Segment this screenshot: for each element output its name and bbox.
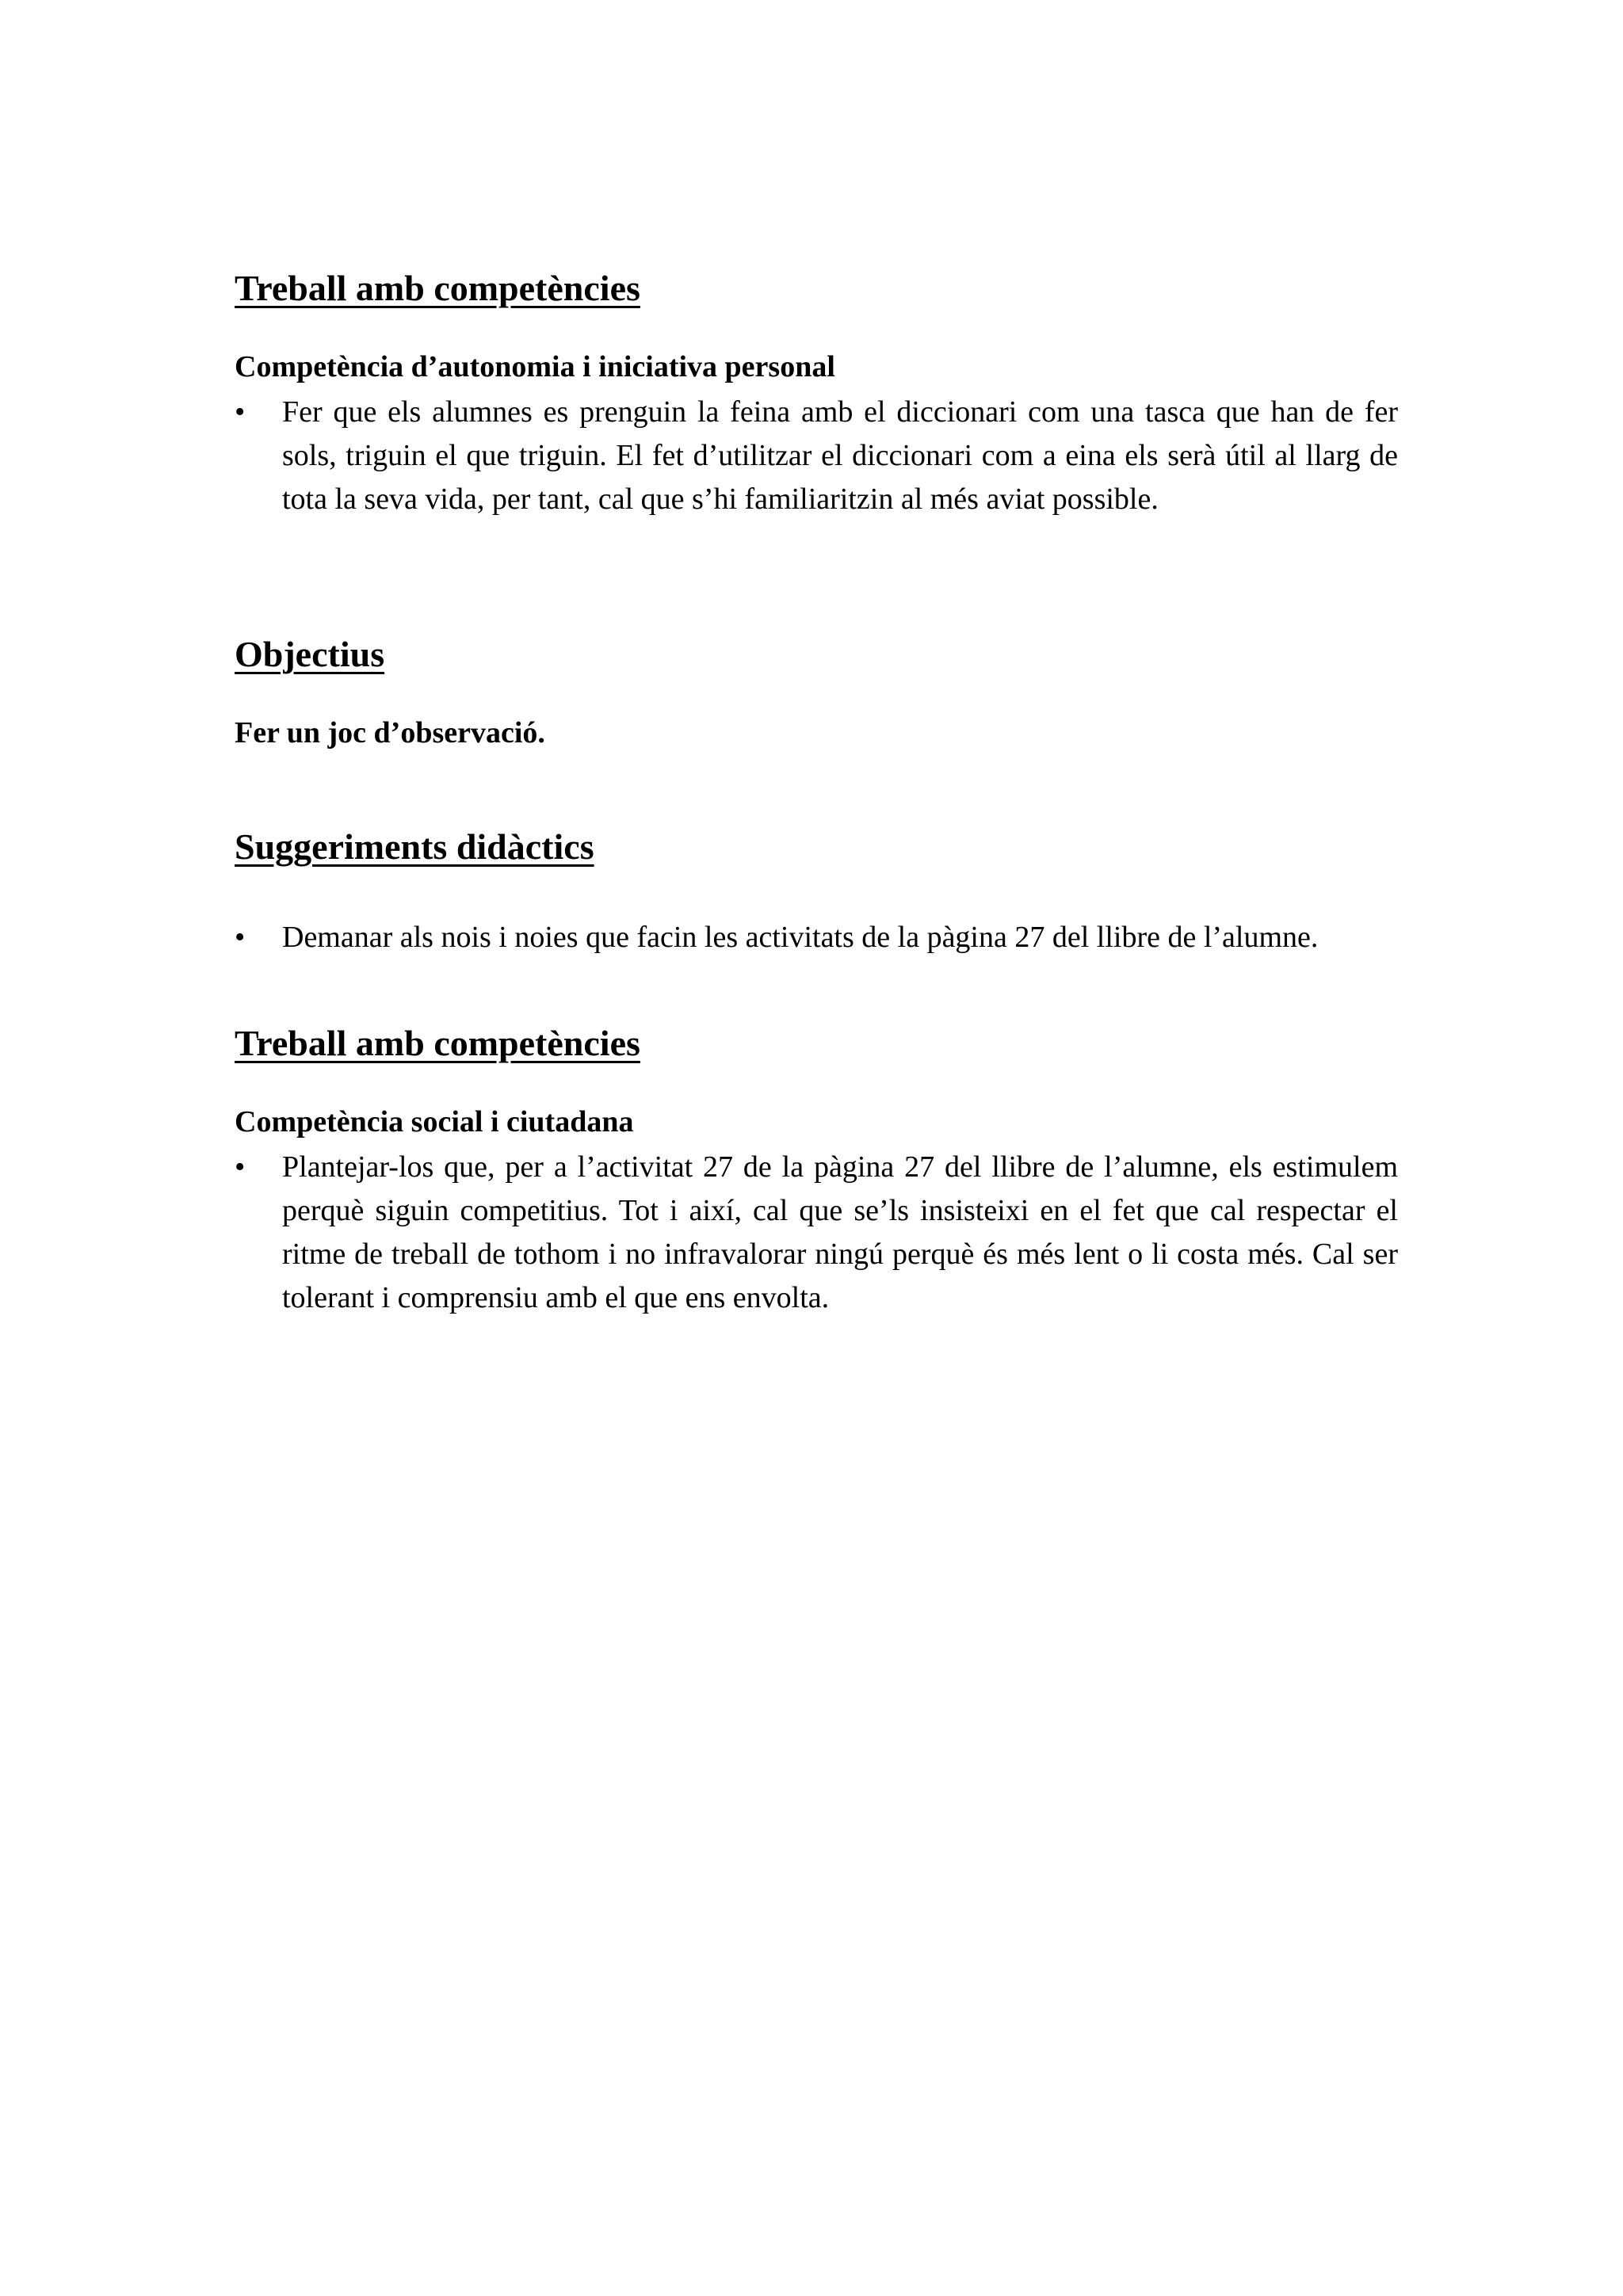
bullet-item-social (235, 1146, 1398, 1320)
bullet-item-autonomia (235, 391, 1398, 521)
section-heading-suggeriments: Suggeriments didàctics (235, 826, 594, 867)
bullet-text: Demanar als nois i noies que facin les activitats de la pàgina 27 del llibre de l’alumne. (282, 920, 1319, 954)
subheading-autonomia: Competència d’autonomia i iniciativa personal (235, 350, 835, 384)
bullet-text: Plantejar-los que, per a l’activitat 27 de la pàgina 27 del llibre de l’alumne, els estimulem perquè siguin competitius. Tot i així, cal que se’ls insisteixi en el fet que cal respectar el ritme de treball de tothom i no infravalorar ningú perquè és més lent o li costa més. Cal ser tolerant i comprensiu amb el que ens envolta. (282, 1150, 1398, 1314)
section-heading-objectius: Objectius (235, 633, 385, 674)
objectius-text: Fer un joc d’observació. (235, 715, 545, 749)
bullet-text: Fer que els alumnes es prenguin la feina amb el diccionari com una tasca que han de fer sols, triguin el que triguin. El fet d’utilitzar el diccionari com a eina els serà útil al llarg de tota la seva vida, per tant, cal que s’hi familiaritzin al més aviat possible. (282, 395, 1398, 516)
section-heading-competencies-2: Treball amb competències (235, 1022, 640, 1063)
bullet-icon: • (235, 1150, 246, 1184)
subheading-social: Competència social i ciutadana (235, 1104, 634, 1138)
bullet-item-suggeriments (235, 916, 1398, 959)
document-content (235, 266, 1398, 1320)
bullet-icon: • (235, 920, 246, 954)
bullet-icon: • (235, 395, 246, 429)
section-heading-competencies-1: Treball amb competències (235, 268, 640, 308)
